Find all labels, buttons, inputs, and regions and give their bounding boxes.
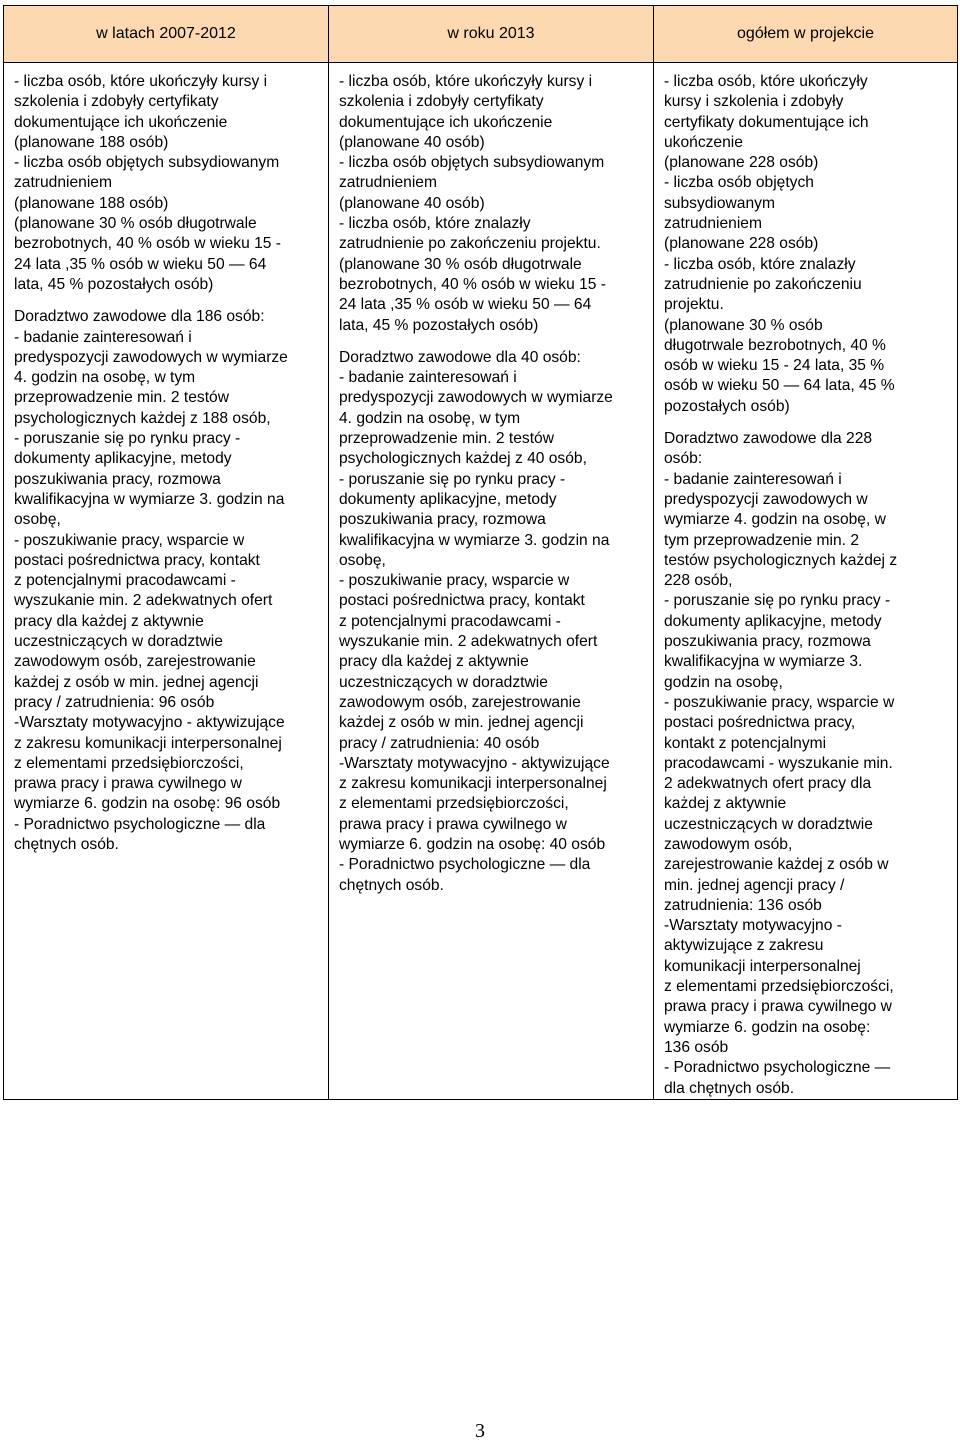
text-line: zawodowym osób, zarejestrowanie: [14, 653, 256, 671]
paragraph-gap: [339, 336, 645, 348]
text-line: - liczba osób objętych subsydiowanym: [339, 154, 605, 172]
text-line: - poszukiwanie pracy, wsparcie w: [14, 531, 245, 549]
text-line: -Warsztaty motywacyjno - aktywizujące: [339, 754, 610, 772]
project-indicators-table: [3, 5, 958, 1100]
text-line: z potencjalnymi pracodawcami -: [14, 572, 236, 590]
text-line: uczestniczących w doradztwie: [14, 633, 223, 651]
text-line: - poszukiwanie pracy, wsparcie w: [339, 572, 570, 590]
content-row: [4, 63, 958, 1100]
text-line: szkolenia i zdobyły certyfikaty: [14, 93, 219, 111]
text-line: zatrudnieniem: [339, 174, 437, 192]
text-line: z elementami przedsiębiorczości,: [14, 754, 244, 772]
text-line: dla chętnych osób.: [664, 1079, 795, 1097]
text-line: każdej z osób w min. jednej agencji: [14, 673, 259, 691]
header-cell-2007-2012: w latach 2007-2012: [4, 6, 329, 63]
text-line: - poszukiwanie pracy, wsparcie w: [664, 693, 895, 711]
text-line: każdej z aktywnie: [664, 795, 787, 813]
text-line: - Poradnictwo psychologiczne — dla: [339, 856, 591, 874]
text-line: poszukiwania pracy, rozmowa: [664, 633, 871, 651]
text-line: -Warsztaty motywacyjno - aktywizujące: [14, 714, 285, 732]
cell-total: [654, 63, 958, 1100]
text-line: pracy / zatrudnienia: 40 osób: [339, 734, 540, 752]
text-line: komunikacji interpersonalnej: [664, 957, 861, 975]
header-row: [4, 6, 958, 63]
text-line: zatrudnieniem: [664, 215, 762, 233]
text-line: aktywizujące z zakresu: [664, 937, 824, 955]
text-line: zawodowym osób,: [664, 835, 793, 853]
text-line: - liczba osób, które ukończyły: [664, 73, 868, 90]
text-line: (planowane 40 osób): [339, 133, 485, 151]
paragraph-gap: [664, 417, 949, 429]
text-line: predyspozycji zawodowych w: [664, 490, 868, 508]
text-line: lata, 45 % pozostałych osób): [339, 316, 539, 334]
text-line: - Poradnictwo psychologiczne —: [664, 1059, 891, 1077]
text-line: z potencjalnymi pracodawcami -: [339, 612, 561, 630]
text-line: kontakt z potencjalnymi: [664, 734, 827, 752]
text-line: kwalifikacyjna w wymiarze 3.: [664, 653, 863, 671]
text-line: - liczba osób, które znalazły: [339, 215, 531, 233]
text-line: osób:: [664, 450, 703, 468]
text-line: z zakresu komunikacji interpersonalnej: [339, 775, 607, 793]
text-line: każdej z osób w min. jednej agencji: [339, 714, 584, 732]
text-line: chętnych osób.: [339, 876, 444, 894]
text-line: wyszukanie min. 2 adekwatnych ofert: [339, 633, 598, 651]
text-line: -Warsztaty motywacyjno -: [664, 917, 842, 935]
text-line: - poruszanie się po rynku pracy -: [14, 430, 241, 448]
text-line: zatrudnienie po zakończeniu: [664, 275, 862, 293]
text-line: projektu.: [664, 296, 724, 314]
text-line: przeprowadzenie min. 2 testów: [14, 389, 229, 407]
text-line: - badanie zainteresowań i: [14, 328, 192, 346]
text-line: prawa pracy i prawa cywilnego w: [14, 775, 242, 793]
text-line: dokumentujące ich ukończenie: [339, 113, 553, 131]
text-line: (planowane 188 osób): [14, 194, 169, 212]
text-line: kwalifikacyjna w wymiarze 3. godzin na: [339, 531, 610, 549]
text-line: tym przeprowadzenie min. 2: [664, 531, 860, 549]
text-line: bezrobotnych, 40 % osób w wieku 15 -: [339, 275, 606, 293]
text-line: Doradztwo zawodowe dla 228: [664, 430, 873, 448]
text-line: 2 adekwatnych ofert pracy dla: [664, 775, 872, 793]
text-line: wymiarze 6. godzin na osobę: 96 osób: [14, 795, 281, 813]
text-line: predyspozycji zawodowych w wymiarze: [339, 389, 613, 407]
text-line: - liczba osób objętych: [664, 174, 814, 192]
text-line: 136 osób: [664, 1038, 729, 1056]
text-line: (planowane 188 osób): [14, 133, 169, 151]
text-line: (planowane 228 osób): [664, 235, 819, 253]
text-line: - poruszanie się po rynku pracy -: [664, 592, 891, 610]
text-line: postaci pośrednictwa pracy,: [664, 714, 856, 732]
text-line: Doradztwo zawodowe dla 40 osób:: [339, 348, 581, 366]
text-line: postaci pośrednictwa pracy, kontakt: [14, 551, 260, 569]
text-line: prawa pracy i prawa cywilnego w: [339, 815, 567, 833]
text-line: psychologicznych każdej z 188 osób,: [14, 409, 271, 427]
cell-2013: [329, 63, 654, 1100]
text-line: zatrudnieniem: [14, 174, 112, 192]
text-line: z zakresu komunikacji interpersonalnej: [14, 734, 282, 752]
text-line: pracy dla każdej z aktywnie: [14, 612, 204, 630]
text-line: dokumenty aplikacyjne, metody: [664, 612, 882, 630]
text-line: bezrobotnych, 40 % osób w wieku 15 -: [14, 235, 281, 253]
text-line: (planowane 30 % osób długotrwale: [339, 255, 582, 273]
text-line: dokumenty aplikacyjne, metody: [339, 490, 557, 508]
text-line: 4. godzin na osobę, w tym: [14, 369, 196, 387]
text-line: poszukiwania pracy, rozmowa: [14, 470, 221, 488]
text-line: - badanie zainteresowań i: [339, 369, 517, 387]
text-line: pracodawcami - wyszukanie min.: [664, 754, 893, 772]
text-line: poszukiwania pracy, rozmowa: [339, 511, 546, 529]
text-line: (planowane 228 osób): [664, 154, 819, 172]
text-line: wymiarze 6. godzin na osobę: 40 osób: [339, 835, 606, 853]
text-line: osobę,: [14, 511, 61, 529]
text-line: 24 lata ,35 % osób w wieku 50 — 64: [339, 296, 592, 314]
text-line: wyszukanie min. 2 adekwatnych ofert: [14, 592, 273, 610]
text-line: zatrudnienie po zakończeniu projektu.: [339, 235, 601, 253]
text-line: dokumenty aplikacyjne, metody: [14, 450, 232, 468]
text-line: pozostałych osób): [664, 397, 790, 415]
text-line: osób w wieku 15 - 24 lata, 35 %: [664, 357, 885, 375]
text-line: - Poradnictwo psychologiczne — dla: [14, 815, 266, 833]
text-line: (planowane 40 osób): [339, 194, 485, 212]
text-line: (planowane 30 % osób długotrwale: [14, 215, 257, 233]
text-line: certyfikaty dokumentujące ich: [664, 113, 869, 131]
text-line: ukończenie: [664, 133, 743, 151]
text-line: szkolenia i zdobyły certyfikaty: [339, 93, 544, 111]
text-line: długotrwale bezrobotnych, 40 %: [664, 336, 886, 354]
text-line: osób w wieku 50 — 64 lata, 45 %: [664, 377, 895, 395]
text-line: osobę,: [339, 551, 386, 569]
text-line: zawodowym osób, zarejestrowanie: [339, 693, 581, 711]
text-line: 4. godzin na osobę, w tym: [339, 409, 521, 427]
text-line: wymiarze 6. godzin na osobę:: [664, 1018, 871, 1036]
text-line: uczestniczących w doradztwie: [339, 673, 548, 691]
text-line: predyspozycji zawodowych w wymiarze: [14, 348, 288, 366]
text-line: postaci pośrednictwa pracy, kontakt: [339, 592, 585, 610]
text-line: - liczba osób objętych subsydiowanym: [14, 154, 280, 172]
text-line: - badanie zainteresowań i: [664, 470, 842, 488]
text-line: pracy / zatrudnienia: 96 osób: [14, 693, 215, 711]
text-line: psychologicznych każdej z 40 osób,: [339, 450, 587, 468]
text-line: min. jednej agencji pracy /: [664, 876, 845, 894]
text-line: przeprowadzenie min. 2 testów: [339, 430, 554, 448]
text-line: z elementami przedsiębiorczości,: [664, 978, 894, 996]
text-line: 24 lata ,35 % osób w wieku 50 — 64: [14, 255, 267, 273]
text-line: godzin na osobę,: [664, 673, 783, 691]
text-line: wymiarze 4. godzin na osobę, w: [664, 511, 886, 529]
text-line: (planowane 30 % osób: [664, 316, 823, 334]
header-cell-2013: w roku 2013: [329, 6, 654, 63]
text-line: kursy i szkolenia i zdobyły: [664, 93, 844, 111]
text-line: prawa pracy i prawa cywilnego w: [664, 998, 892, 1016]
text-line: chętnych osób.: [14, 835, 119, 853]
text-line: subsydiowanym: [664, 194, 775, 212]
paragraph-gap: [14, 295, 320, 307]
text-line: pracy dla każdej z aktywnie: [339, 653, 529, 671]
text-line: dokumentujące ich ukończenie: [14, 113, 228, 131]
text-line: Doradztwo zawodowe dla 186 osób:: [14, 308, 265, 326]
text-line: - poruszanie się po rynku pracy -: [339, 470, 566, 488]
text-line: - liczba osób, które znalazły: [664, 255, 856, 273]
cell-2007-2012: [4, 63, 329, 1100]
text-line: zarejestrowanie każdej z osób w: [664, 856, 889, 874]
text-line: zatrudnienia: 136 osób: [664, 896, 822, 914]
page-number: 3: [475, 1420, 485, 1442]
text-line: lata, 45 % pozostałych osób): [14, 275, 214, 293]
header-cell-total: ogółem w projekcie: [654, 6, 958, 63]
text-line: - liczba osób, które ukończyły kursy i: [14, 73, 268, 90]
text-line: uczestniczących w doradztwie: [664, 815, 873, 833]
text-line: testów psychologicznych każdej z: [664, 551, 898, 569]
text-line: z elementami przedsiębiorczości,: [339, 795, 569, 813]
text-line: - liczba osób, które ukończyły kursy i: [339, 73, 593, 90]
text-line: kwalifikacyjna w wymiarze 3. godzin na: [14, 490, 285, 508]
text-line: 228 osób,: [664, 572, 733, 590]
